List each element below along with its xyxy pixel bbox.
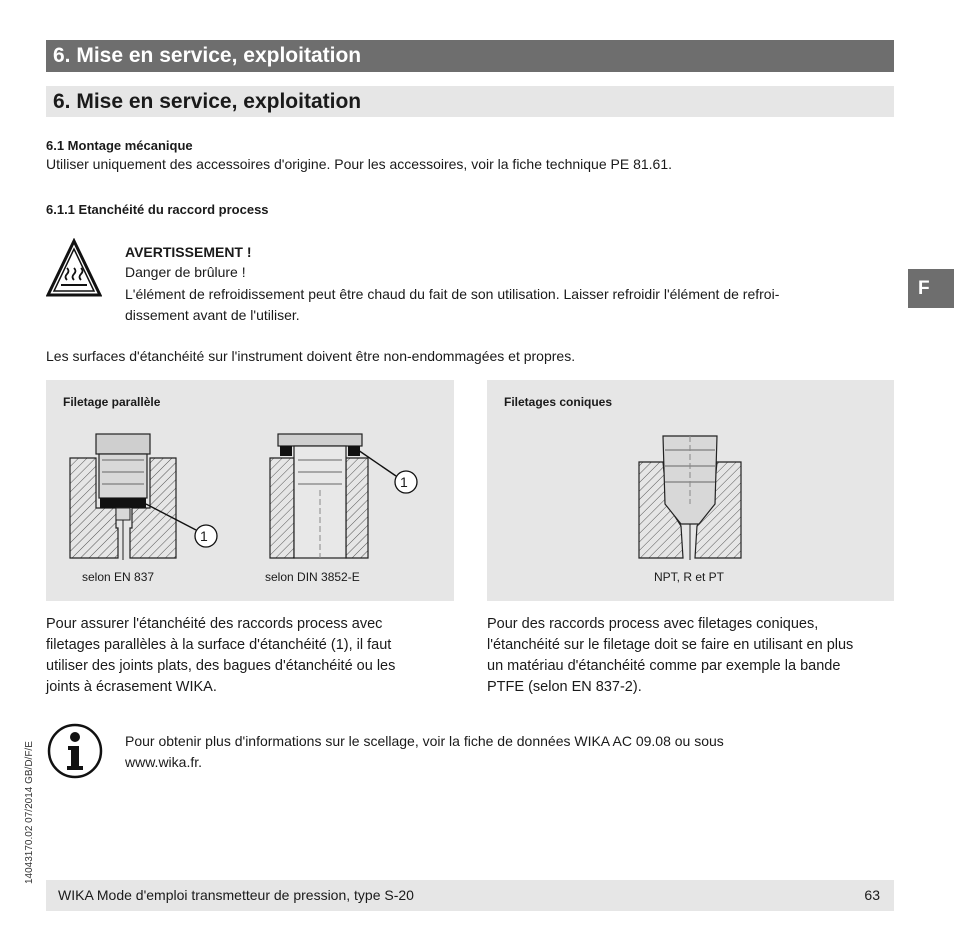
paragraph-conical-line: Pour des raccords process avec filetages coniques, (487, 616, 819, 632)
callout-1-left: 1 (200, 528, 208, 544)
running-header: 6. Mise en service, exploitation (46, 40, 894, 72)
info-line-2: www.wika.fr. (125, 754, 203, 770)
footer-text: WIKA Mode d'emploi transmetteur de pression, type S-20 (58, 887, 414, 903)
caption-en-837: selon EN 837 (82, 570, 155, 584)
paragraph-conical-line: l'étanchéité sur le filetage doit se faire en utilisant en plus (487, 637, 854, 653)
paragraph-conical (487, 614, 853, 698)
callout-1-right: 1 (400, 474, 408, 490)
hot-surface-warning-icon (46, 238, 102, 298)
heading-6-1: 6.1 Montage mécanique (46, 138, 193, 153)
paragraph-parallel-line: filetages parallèles à la surface d'étanchéité (1), il faut (46, 637, 392, 653)
paragraph-conical-line: un matériau d'étanchéité comme par exemple la bande (487, 658, 841, 674)
document-code: 14043170.02 07/2014 GB/D/F/E (24, 741, 35, 884)
figure-conical-title: Filetages coniques (504, 395, 613, 409)
info-line-1: Pour obtenir plus d'informations sur le scellage, voir la fiche de données WIKA AC 09.08 ou sous (125, 733, 724, 749)
caption-din-3852: selon DIN 3852-E (265, 570, 360, 584)
figure-parallel-title: Filetage parallèle (63, 395, 161, 409)
figure-parallel-thread (46, 380, 454, 601)
section-title: 6. Mise en service, exploitation (46, 86, 894, 117)
warning-line-2: L'élément de refroidissement peut être chaud du fait de son utilisation. Laisser refroidir l'élément de refroi- (125, 286, 780, 302)
surfaces-text: Les surfaces d'étanchéité sur l'instrument doivent être non-endommagées et propres. (46, 348, 576, 364)
figure-conical-thread (487, 380, 894, 601)
parallel-thread-drawing (46, 380, 454, 601)
caption-npt: NPT, R et PT (654, 570, 725, 584)
heading-6-1-1: 6.1.1 Etanchéité du raccord process (46, 202, 269, 217)
paragraph-parallel-line: utiliser des joints plats, des bagues d'étanchéité ou les (46, 658, 396, 674)
warning-title: AVERTISSEMENT ! (125, 244, 252, 260)
page-number: 63 (864, 887, 880, 903)
warning-line-1: Danger de brûlure ! (125, 264, 246, 280)
text-6-1: Utiliser uniquement des accessoires d'origine. Pour les accessoires, voir la fiche technique PE 81.61. (46, 156, 672, 172)
paragraph-parallel-line: joints à écrasement WIKA. (46, 679, 217, 695)
language-tab: F (908, 269, 954, 308)
conical-thread-drawing (487, 380, 894, 601)
paragraph-parallel-line: Pour assurer l'étanchéité des raccords process avec (46, 616, 383, 632)
page-footer (46, 880, 894, 911)
info-icon (46, 722, 104, 780)
warning-line-3: dissement avant de l'utiliser. (125, 307, 300, 323)
paragraph-parallel (46, 614, 395, 698)
paragraph-conical-line: PTFE (selon EN 837-2). (487, 679, 642, 695)
